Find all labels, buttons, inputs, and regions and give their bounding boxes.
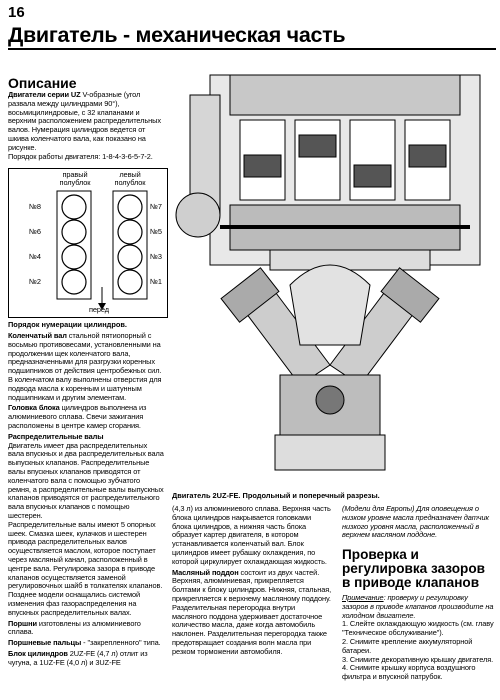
step-1: 1. Слейте охлаждающую жидкость (см. главу "Техническое обслуживание"). [342, 619, 494, 638]
step-2: 2. Снимите крепление аккумуляторной батареи. [342, 636, 473, 655]
left-bank-cylinders [118, 195, 142, 294]
oil-pan-term: Масляный поддон [172, 567, 239, 577]
bore-long-2 [295, 120, 340, 200]
piston-text: изготовлены из алюминиевого сплава. [8, 618, 141, 637]
cyl-label-r4: №4 [29, 252, 41, 261]
cyl-label-r8: №8 [29, 202, 41, 211]
column1-body [8, 332, 164, 667]
crankshaft-term: Коленчатый вал [8, 331, 67, 340]
pin-text: - "закрепленного" типа. [81, 638, 161, 648]
bore-long-3 [350, 120, 395, 200]
intake-manifold [290, 265, 370, 345]
front-label: перед [89, 305, 109, 314]
piston-long-3 [354, 165, 391, 187]
figure-caption: Двигатель 2UZ-FE. Продольный и поперечный разрезы. [172, 491, 380, 500]
camshaft-text-1: Двигатель имеет два распределительных вала впускных и два распределительных вала выпускных клапанов. Распределительные валы впускных клапанов приводятся от коленчатого вала с помощью зубчатого ремня, а распределительные валы выпускных клапанов приводятся от распределительного вала впускных клапанов с помощью шестерен. [8, 440, 164, 520]
cyl-label-l7: №7 [150, 202, 162, 211]
right-bank-label: правый полублок [59, 170, 91, 187]
europe-note: (Модели для Европы) Для оповещения о низком уровне масла предназначен датчик низкого уровня масла, расположенный в верхнем масляном поддоне. [342, 504, 489, 540]
cylinder-r4 [62, 245, 86, 269]
engine-section-svg [170, 55, 495, 485]
head-term: Головка блока [8, 403, 60, 413]
cylinder-l3 [118, 245, 142, 269]
cylinder-r2 [62, 270, 86, 294]
title-rule [8, 48, 496, 50]
cylinder-l5 [118, 220, 142, 244]
oil-pan-long [270, 250, 430, 270]
cross-section [221, 265, 439, 470]
camshaft-text-2: Распределительные валы имеют 5 опорных шеек. Смазка шеек, кулачков и шестерен привода распределительных валов осуществляется маслом, которое поступает через масляный канал, расположенный в центре вала. Регулировка зазора в приводе клапанов осуществляется заменой регулировочных шайб в толкателях клапанов. Позднее модели оснащались системой изменения фаз газораспределения на впускных распределительных валах. [8, 519, 163, 617]
cyl-label-l3: №3 [150, 252, 162, 261]
step-3: 3. Снимите декоративную крышку двигателя. [342, 654, 494, 664]
engine-section-illustration [170, 55, 495, 485]
page-number: 16 [8, 4, 25, 21]
cross-oil-pan [275, 435, 385, 470]
piston-term: Поршни [8, 618, 37, 628]
crankshaft-text: стальной пятиопорный с восьмью противовесами, установленными на продолжении щек коленчатого вала, предназначенными для разгрузки коренных подшипников от действия центробежных сил. В коленчатом валу выполнены отверстия для подвода масла к коренным и шатунным подшипникам и другим элементам. [8, 331, 162, 402]
cylinder-diagram-svg [9, 169, 167, 317]
block-term: Блок цилиндров [8, 648, 68, 658]
cylinder-l1 [118, 270, 142, 294]
right-bank-cylinders [62, 195, 86, 294]
column3-body [342, 594, 494, 682]
intro-paragraph [8, 91, 164, 161]
cyl-label-r6: №6 [29, 227, 41, 236]
cyl-label-l1: №1 [150, 277, 162, 286]
head-text: цилиндров выполнена из алюминиевого сплава. Свечи зажигания расположены в центре камер сгорания. [8, 403, 147, 430]
piston-long-2 [299, 135, 336, 157]
crank-pulley [176, 193, 220, 237]
cylinder-r6 [62, 220, 86, 244]
camshaft-heading: Распределительные валы [8, 431, 104, 441]
note-text: : проверку и регулировку зазоров в приводе клапанов производите на холодном двигателе. [342, 593, 494, 620]
cylinder-r8 [62, 195, 86, 219]
longitudinal-section [176, 75, 480, 270]
firing-order: Порядок работы двигателя: 1-8-4-3-6-5-7-2. [8, 151, 153, 161]
section-heading-description: Описание [8, 75, 77, 91]
left-bank-label: левый полублок [114, 170, 146, 187]
page-title: Двигатель - механическая часть [8, 23, 346, 47]
diagram-caption: Порядок нумерации цилиндров. [8, 320, 127, 329]
section-heading-valve-clearance: Проверка и регулировка зазоров в приводе клапанов [342, 547, 485, 590]
cross-crankshaft [316, 386, 344, 414]
piston-long-1 [244, 155, 281, 177]
cylinder-diagram [8, 168, 168, 318]
cylinder-l7 [118, 195, 142, 219]
step-4: 4. Снимите крышку корпуса воздушного фильтра и впускной патрубок. [342, 663, 476, 682]
block-continuation: (4,3 л) из алюминиевого сплава. Верхняя часть блока цилиндров накрывается головками блока цилиндров, а нижняя часть блока образует картер двигателя, в котором устанавливается коленчатый вал. Блок цилиндров имеет рубашку охлаждения, по которой циркулирует охлаждающая жидкость. [172, 504, 331, 566]
cyl-label-r2: №2 [29, 277, 41, 286]
piston-long-4 [409, 145, 446, 167]
note-label: Примечание [342, 593, 384, 602]
pin-term: Поршневые пальцы [8, 638, 82, 648]
intro-text: V-образные (угол развала между цилиндрами 90°), восьмицилиндровые, с 32 клапанами и верхним расположением распределительных валов. Нумерация цилиндров ведется от шкива коленчатого вала, как показано на рисунке. [8, 90, 161, 152]
column2-body [172, 505, 332, 657]
cyl-label-l5: №5 [150, 227, 162, 236]
cylinder-head-long [230, 75, 460, 115]
block-text: 2UZ-FE (4,7 л) отлит из чугуна, а 1UZ-FE (4,0 л) и 3UZ-FE [8, 648, 148, 667]
oil-pan-text: состоит из двух частей. Верхняя, алюминиевая, прикрепляется болтами к блоку цилиндров. Нижняя, стальная, прикрепляется к верхнему масляному поддону. Разделительная перегородка внутри масляного поддона удерживает достаточное количество масла, даже когда автомобиль наклонен. Разделительная перегородка также предотвращает создания волн масла при резком торможении автомобиля. [172, 567, 332, 656]
intro-bold: Двигатели серии UZ [8, 90, 81, 99]
